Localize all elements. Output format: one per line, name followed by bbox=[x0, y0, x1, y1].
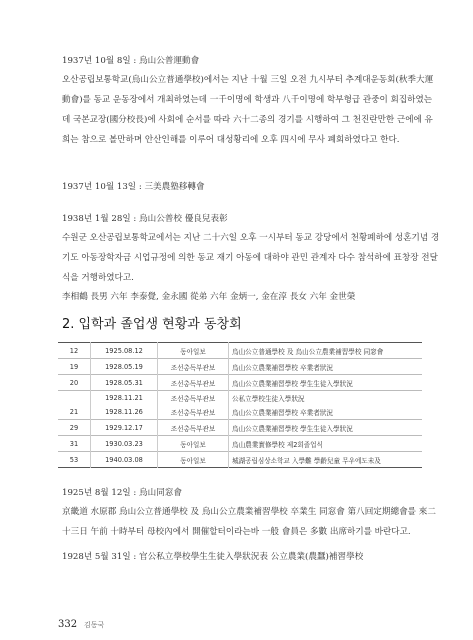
row-source: 동아일보 bbox=[158, 343, 229, 359]
articles-table bbox=[58, 342, 422, 468]
row-date: 1929.12.17 bbox=[91, 420, 158, 436]
row-title: 城湖공립심상소학교 入學難 學齡兒童 무우에도未及 bbox=[229, 452, 423, 468]
row-title: 烏山公立農業補習學校 卒業者狀況 bbox=[229, 405, 423, 420]
row-number bbox=[58, 391, 91, 406]
row-source: 조선총독부관보 bbox=[158, 391, 229, 406]
row-date: 1928.05.31 bbox=[91, 375, 158, 391]
row-number: 19 bbox=[69, 362, 79, 371]
row-date: 1928.11.26 bbox=[91, 405, 158, 420]
row-date: 1928.11.21 bbox=[91, 391, 158, 406]
row-source: 조선총독부관보 bbox=[158, 405, 229, 420]
table-row bbox=[58, 420, 422, 436]
entry-heading: 1938년 1월 28일 : 烏山公普校 優良兒表彰 bbox=[62, 214, 228, 224]
entry-heading: 1925년 8월 12일 : 烏山同窓會 bbox=[62, 488, 182, 498]
paragraph-text: 수원군 오산공립보통학교에서는 지난 二十六일 오후 一시부터 동교 강당에서 천황폐하에 성혼기념 경기도 아동장학자금 시업규정에 의한 동교 재기 아동에 대하야 관민 관계자 다수 참석하에 표창장 전달식을 거행하였다고. bbox=[62, 233, 440, 283]
row-source: 조선총독부관보 bbox=[158, 420, 229, 436]
row-number: 21 bbox=[69, 408, 79, 416]
row-number: 12 bbox=[69, 346, 79, 355]
row-title: 烏山公立普通學校 及 烏山公立農業補習學校 同窓會 bbox=[229, 343, 423, 359]
row-number: 31 bbox=[69, 439, 79, 448]
entry-heading: 1928년 5월 31일 : 官公私立學校學生生徒入學狀況表 公立農業(農蠶)補習學校 bbox=[62, 552, 364, 562]
row-title: 公私立學校生徒入學狀況 bbox=[229, 391, 423, 406]
paragraph-text: 京畿道 水原郡 烏山公立普通學校 及 烏山公立農業補習學校 卒業生 同窓會 第八回定期總會를 來二十三日 午前 十時부터 母校內에서 開催할터이라는바 一般 會員은 多數 出席하기를 바란다고. bbox=[62, 507, 436, 537]
table-row bbox=[58, 343, 422, 359]
entry-paragraph bbox=[62, 228, 440, 288]
row-title: 烏山公立農業補習學校 學生生徒入學狀況 bbox=[229, 375, 423, 391]
row-source: 동아일보 bbox=[158, 452, 229, 468]
row-number: 29 bbox=[69, 423, 79, 432]
table-row bbox=[58, 436, 422, 452]
entry-heading: 1937년 10월 8일 : 烏山公普運動會 bbox=[62, 56, 200, 66]
row-title: 烏山公立農業補習學校 學生生徒入學狀況 bbox=[229, 420, 423, 436]
entry-paragraph bbox=[62, 502, 440, 542]
row-date: 1940.03.08 bbox=[91, 452, 158, 468]
table-row bbox=[58, 375, 422, 391]
row-date: 1930.03.23 bbox=[91, 436, 158, 452]
section-title: 2. 입학과 졸업생 현황과 동창회 bbox=[62, 317, 242, 332]
page-number: 332 bbox=[58, 619, 78, 630]
row-title: 烏山公立農業補習學校 卒業者狀況 bbox=[229, 359, 423, 375]
page-footer bbox=[58, 619, 104, 630]
row-number: 20 bbox=[69, 378, 79, 387]
table-row bbox=[58, 359, 422, 375]
row-date: 1928.05.19 bbox=[91, 359, 158, 375]
table-row bbox=[58, 405, 422, 420]
entry-paragraph bbox=[62, 70, 440, 150]
table-row bbox=[58, 391, 422, 406]
row-source: 동아일보 bbox=[158, 436, 229, 452]
entry-heading: 1937년 10월 13일 : 三美農塾移轉會 bbox=[62, 182, 205, 192]
row-source: 조선총독부관보 bbox=[158, 359, 229, 375]
author-name: 김동국 bbox=[83, 621, 105, 629]
row-date: 1925.08.12 bbox=[91, 343, 158, 359]
paragraph-text: 오산공립보통학교(烏山公立普通學校)에서는 지난 十월 三일 오전 九시부터 추계대운동회(秋季大運動會)를 동교 운동장에서 개최하였는데 一千이명에 학생과 八千이명에 학부형급 관중이 회집하였는데 국본교장(國分校長)에 사회에 순서를 따라 六十二종의 경기를 시행하여 그 천진란만한 근에에 유희는 참으로 볼만하며 안산인해를 이루어 대성황리에 오후 四시에 무사 폐회하였다고 한다. bbox=[62, 75, 434, 145]
names-line: 李相鶴 長男 六年 李泰覺, 金永國 從弟 六年 金炳一, 金在淳 長女 六年 金世榮 bbox=[62, 292, 356, 302]
table-row bbox=[58, 452, 422, 468]
row-title: 烏山農業實修學校 제2회졸업식 bbox=[229, 436, 423, 452]
row-number: 53 bbox=[69, 455, 79, 464]
row-source: 조선총독부관보 bbox=[158, 375, 229, 391]
